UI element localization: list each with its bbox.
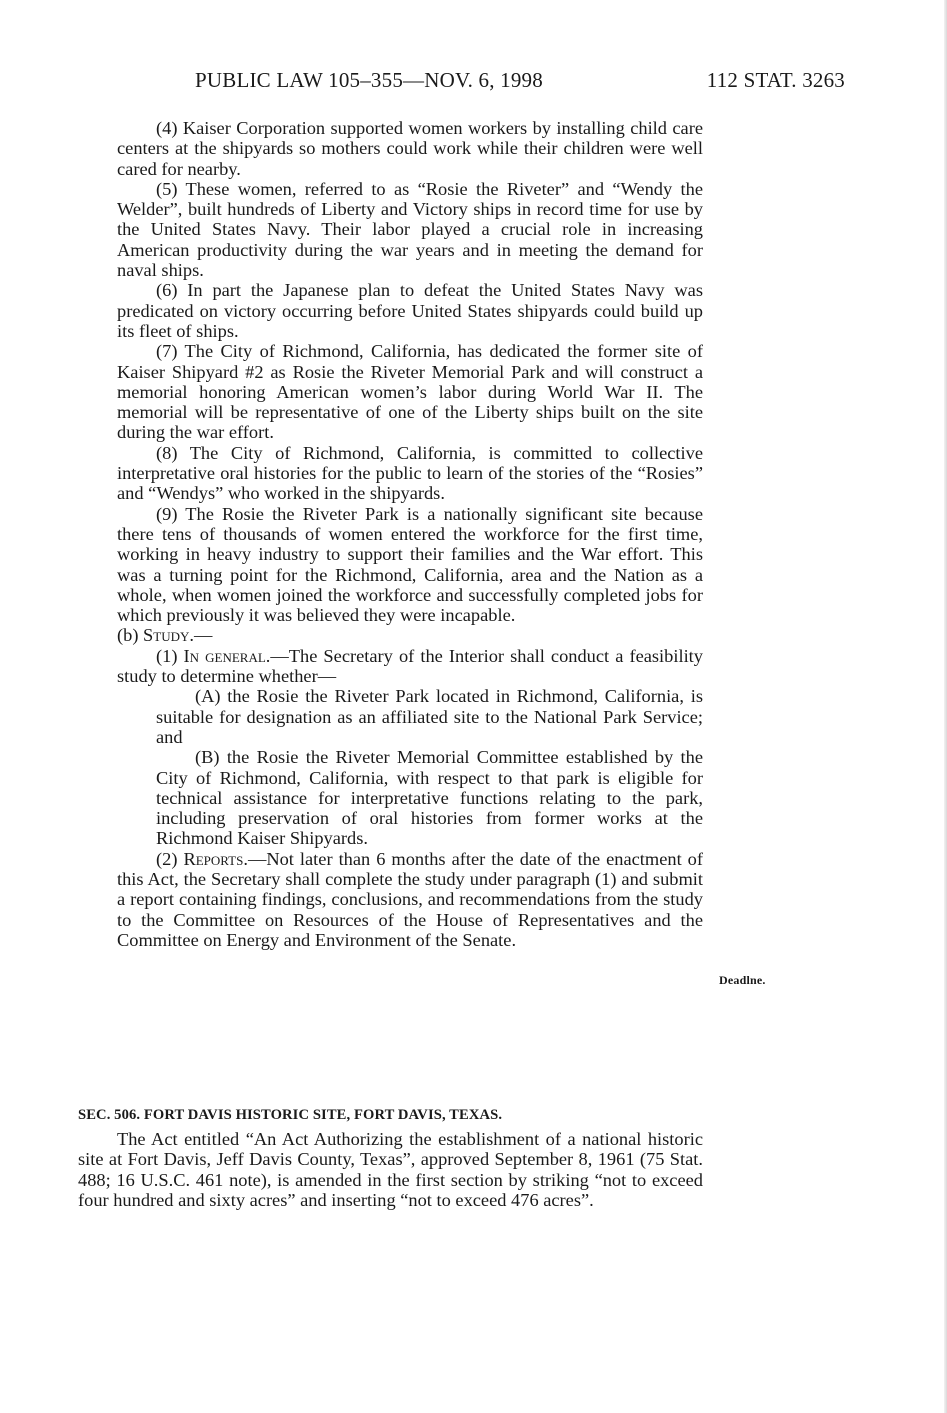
running-head bbox=[195, 68, 845, 98]
section-506-heading: SEC. 506. FORT DAVIS HISTORIC SITE, FORT DAVIS, TEXAS. bbox=[78, 1107, 503, 1123]
study-reports-paragraph: (2) Reports.—Not later than 6 months after the date of the enactment of this Act, the Secretary shall complete the study under paragraph (1) and submit a report containing findings, conclusions, and recommendations from the study to the Committee on Resources of the House of Representatives and the Committee on Energy and Environment of the Senate. bbox=[117, 848, 703, 950]
study-general-paragraph: (1) In general.—The Secretary of the Interior shall conduct a feasibility study to determine whether— bbox=[117, 645, 703, 687]
study-subparagraph-b: (B) the Rosie the Riveter Memorial Committee established by the City of Richmond, California, with respect to that park is eligible for technical assistance for interpretative functions relating to the park, including preservation of oral histories from former works at the Richmond Kaiser Shipyards. bbox=[156, 747, 703, 849]
deadline-margin-note: Deadlne. bbox=[719, 973, 766, 987]
study-subparagraph-a: (A) the Rosie the Riveter Park located in Richmond, California, is suitable for designation as an affiliated site to the National Park Service; and bbox=[156, 686, 703, 747]
finding-7: (7) The City of Richmond, California, has dedicated the former site of Kaiser Shipyard #2 as Rosie the Riveter Memorial Park and will construct a memorial honoring American women’s labor during World War II. The memorial will be representative of one of the Liberty ships built on the site during the war effort. bbox=[117, 341, 703, 443]
public-law-title: PUBLIC LAW 105–355—NOV. 6, 1998 bbox=[195, 68, 543, 92]
section-506-text: The Act entitled “An Act Authorizing the establishment of a national historic site at Fort Davis, Jeff Davis County, Texas”, approved September 8, 1961 (75 Stat. 488; 16 U.S.C. 461 note), is amended in the first section by striking “not to exceed four hundred and sixty acres” and inserting “not to exceed 476 acres”. bbox=[78, 1129, 703, 1210]
finding-6: (6) In part the Japanese plan to defeat the United States Navy was predicated on victory occurring before United States shipyards could build up its fleet of ships. bbox=[117, 280, 703, 341]
section-506-body bbox=[78, 1129, 703, 1210]
finding-5: (5) These women, referred to as “Rosie the Riveter” and “Wendy the Welder”, built hundreds of Liberty and Victory ships in record time for use by the United States Navy. Their labor played a crucial role in increasing American productivity during the war years and in meeting the demand for naval ships. bbox=[117, 178, 703, 281]
finding-8: (8) The City of Richmond, California, is committed to collective interpretative oral histories for the public to learn of the stories of the “Rosies” and “Wendys” who worked in the shipyards. bbox=[117, 442, 703, 504]
study-heading: (b) Study.— bbox=[117, 625, 213, 646]
body-column bbox=[117, 118, 703, 950]
statute-citation: 112 STAT. 3263 bbox=[706, 68, 845, 92]
finding-4: (4) Kaiser Corporation supported women workers by installing child care centers at the shipyards so mothers could work while their children were well cared for nearby. bbox=[117, 118, 703, 179]
reports-heading: Reports bbox=[183, 848, 244, 869]
study-heading-label: Study bbox=[143, 625, 190, 646]
in-general-heading: In general bbox=[183, 645, 266, 666]
finding-9: (9) The Rosie the Riveter Park is a nationally significant site because there tens of thousands of women entered the workforce for the first time, working in heavy industry to support their families and the War effort. This was a turning point for the Richmond, California, area and the Nation as a whole, when women joined the workforce and successfully completed jobs for which previously it was believed they were incapable. bbox=[117, 503, 703, 626]
